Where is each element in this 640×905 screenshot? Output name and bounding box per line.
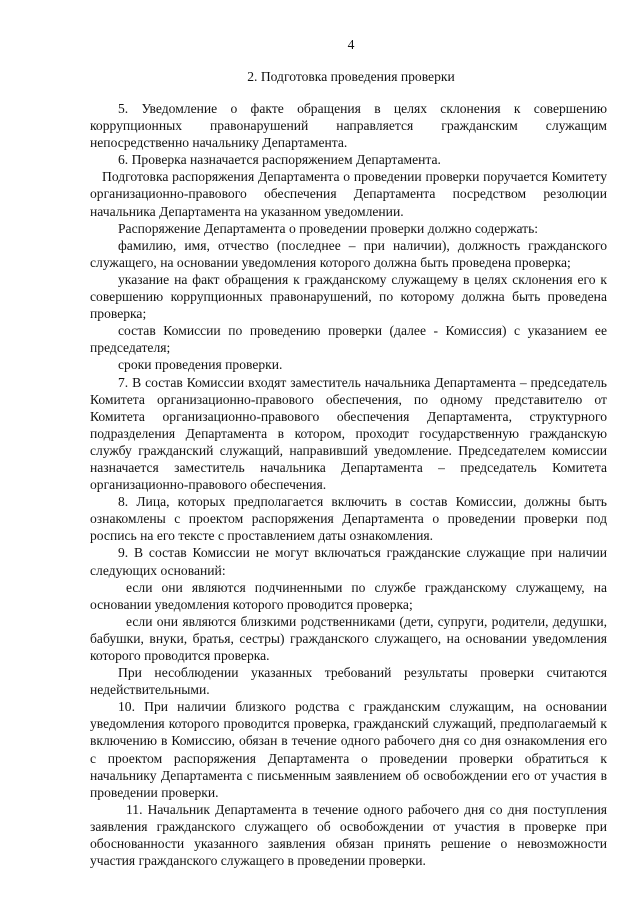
list-item-deadlines: сроки проведения проверки. [118,357,283,373]
list-item-fact-indication: указание на факт обращения к гражданскому служащему в целях склонения его к совершению коррупционных правонарушений, по которому должна быть проведена проверка; [90,271,607,322]
section-title: 2. Подготовка проведения проверки [247,69,455,84]
paragraph-item-9: 9. В состав Комиссии не могут включаться гражданские служащие при наличии следующих оснований: [90,545,607,578]
list-item-full-name: фамилию, имя, отчество (последнее – при наличии), должность гражданского служащего, на основании уведомления которого должна быть проведена проверка; [90,237,607,270]
list-item-subordinates: если они являются подчиненными по службе гражданскому служащему, на основании уведомления которого проводится проверка; [90,579,607,612]
paragraph-order-contents: Распоряжение Департамента о проведении проверки должно содержать: [118,220,539,236]
paragraph-invalidity: При несоблюдении указанных требований результаты проверки считаются недействительными. [90,665,607,698]
page-number: 4 [347,37,355,52]
paragraph-item-8: 8. Лица, которых предполагается включить в состав Комиссии, должны быть ознакомлены с проектом распоряжения Департамента о проведении проверки под роспись на его тексте с проставлением даты ознакомления. [90,494,607,544]
paragraph-item-5: 5. Уведомление о факте обращения в целях склонения к совершению коррупционных правонарушений направляется гражданским служащим непосредственно начальнику Департамента. [90,101,607,151]
paragraph-item-6: 6. Проверка назначается распоряжением Департамента. [118,152,441,168]
list-item-relatives: если они являются близкими родственниками (дети, супруги, родители, дедушки, бабушки, внуки, братья, сестры) гражданского служащего, на основании уведомления которого проводится проверка. [90,613,607,663]
paragraph-item-10: 10. При наличии близкого родства с гражданским служащим, на основании уведомления которого проводится проверка, гражданский служащий, предполагаемый к включению в Комиссию, обязан в течение одного рабочего дня со дня ознакомления его с проектом распоряжения Департамента о проведении проверки обратиться к начальнику Департамента с письменным заявлением об освобождении его от участия в проведении проверки. [90,699,607,800]
document-body [90,100,607,869]
paragraph-order-preparation: Подготовка распоряжения Департамента о проведении проверки поручается Комитету организационно-правового обеспечения Департамента посредством резолюции начальника Департамента на указанном уведомлении. [90,169,607,219]
paragraph-item-11: 11. Начальник Департамента в течение одного рабочего дня со дня поступления заявления гражданского служащего об освобождении от участия в проверке при обоснованности указанного заявления обязан принять решение о невозможности участия гражданского служащего в проведении проверки. [90,801,607,869]
paragraph-item-7: 7. В состав Комиссии входят заместитель начальника Департамента – председатель Комитета организационно-правового обеспечения, по одному представителю от Комитета организационно-правового обеспечения Департамента, структурного подразделения Департамента в котором, проходит государственную гражданскую службу гражданский служащий, направивший уведомление. Председателем комиссии назначается заместитель начальника Департамента – председатель Комитета организационно-правового обеспечения. [90,374,607,493]
list-item-commission: состав Комиссии по проведению проверки (далее - Комиссия) с указанием ее председателя; [90,323,607,356]
